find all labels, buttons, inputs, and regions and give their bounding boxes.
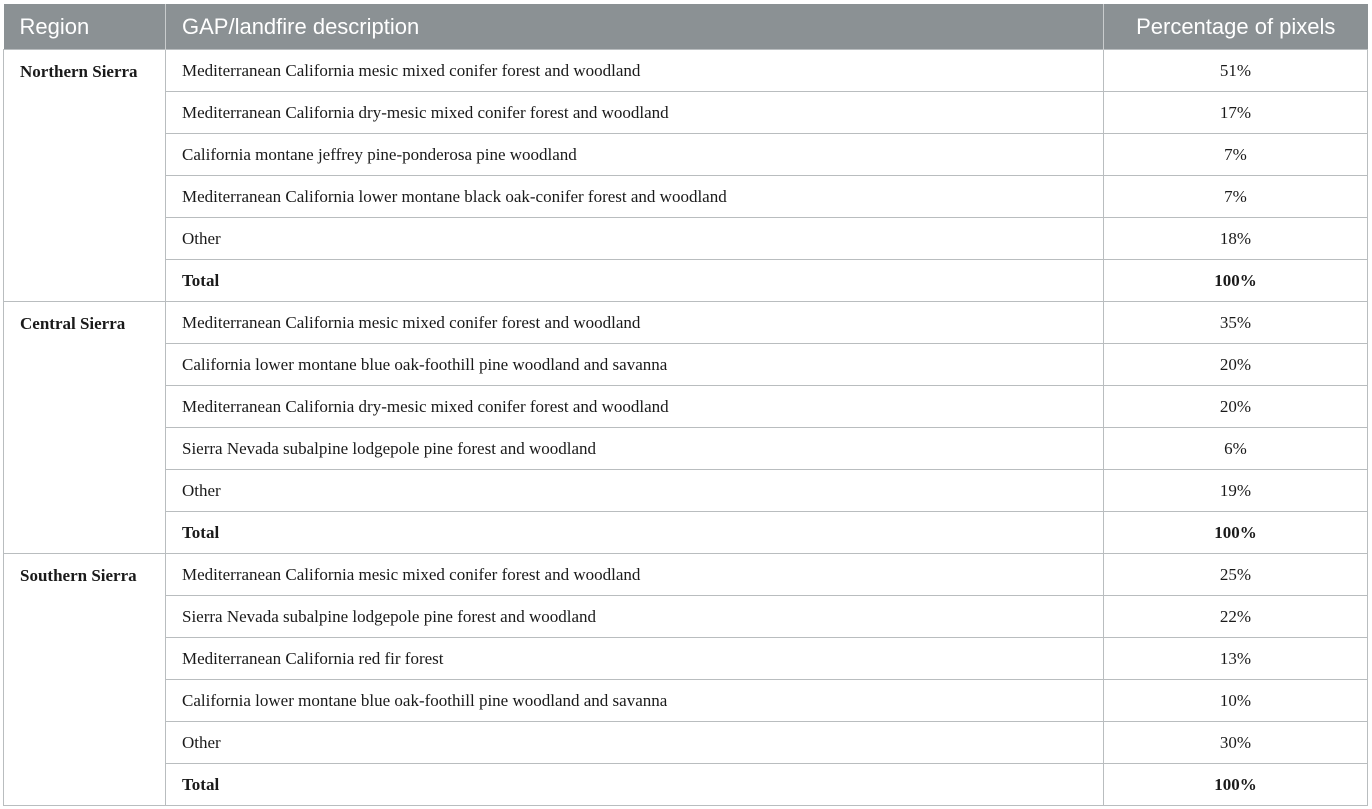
table-header	[4, 4, 1368, 50]
table-row	[4, 134, 1368, 176]
percentage-cell: 30%	[1104, 722, 1368, 764]
table-row	[4, 554, 1368, 596]
table-row	[4, 218, 1368, 260]
header-description: GAP/landfire description	[166, 4, 1104, 50]
table-row	[4, 344, 1368, 386]
description-cell: Mediterranean California lower montane black oak-conifer forest and woodland	[166, 176, 1104, 218]
description-cell: Total	[166, 764, 1104, 806]
total-row	[4, 512, 1368, 554]
header-row	[4, 4, 1368, 50]
description-cell: Mediterranean California mesic mixed conifer forest and woodland	[166, 554, 1104, 596]
vegetation-table	[3, 4, 1368, 806]
total-row	[4, 764, 1368, 806]
percentage-cell: 35%	[1104, 302, 1368, 344]
table-row	[4, 428, 1368, 470]
percentage-cell: 7%	[1104, 134, 1368, 176]
description-cell: Mediterranean California mesic mixed conifer forest and woodland	[166, 50, 1104, 92]
table-row	[4, 176, 1368, 218]
description-cell: Other	[166, 470, 1104, 512]
description-cell: Sierra Nevada subalpine lodgepole pine forest and woodland	[166, 596, 1104, 638]
description-cell: Mediterranean California dry-mesic mixed conifer forest and woodland	[166, 92, 1104, 134]
percentage-cell: 100%	[1104, 512, 1368, 554]
table-row	[4, 680, 1368, 722]
table-row	[4, 92, 1368, 134]
description-cell: Other	[166, 218, 1104, 260]
percentage-cell: 20%	[1104, 386, 1368, 428]
region-cell: Northern Sierra	[4, 50, 166, 302]
percentage-cell: 100%	[1104, 764, 1368, 806]
description-cell: California montane jeffrey pine-ponderosa pine woodland	[166, 134, 1104, 176]
percentage-cell: 13%	[1104, 638, 1368, 680]
description-cell: Total	[166, 512, 1104, 554]
percentage-cell: 25%	[1104, 554, 1368, 596]
percentage-cell: 22%	[1104, 596, 1368, 638]
percentage-cell: 51%	[1104, 50, 1368, 92]
percentage-cell: 100%	[1104, 260, 1368, 302]
percentage-cell: 19%	[1104, 470, 1368, 512]
table-row	[4, 470, 1368, 512]
region-cell: Central Sierra	[4, 302, 166, 554]
description-cell: Sierra Nevada subalpine lodgepole pine forest and woodland	[166, 428, 1104, 470]
table-row	[4, 386, 1368, 428]
table-row	[4, 638, 1368, 680]
percentage-cell: 6%	[1104, 428, 1368, 470]
description-cell: Other	[166, 722, 1104, 764]
total-row	[4, 260, 1368, 302]
table-body	[4, 50, 1368, 806]
percentage-cell: 18%	[1104, 218, 1368, 260]
description-cell: California lower montane blue oak-foothill pine woodland and savanna	[166, 344, 1104, 386]
description-cell: Total	[166, 260, 1104, 302]
description-cell: Mediterranean California dry-mesic mixed conifer forest and woodland	[166, 386, 1104, 428]
header-percentage: Percentage of pixels	[1104, 4, 1368, 50]
table-row	[4, 50, 1368, 92]
table-row	[4, 722, 1368, 764]
percentage-cell: 7%	[1104, 176, 1368, 218]
table-row	[4, 596, 1368, 638]
description-cell: Mediterranean California red fir forest	[166, 638, 1104, 680]
region-cell: Southern Sierra	[4, 554, 166, 806]
percentage-cell: 17%	[1104, 92, 1368, 134]
table-row	[4, 302, 1368, 344]
percentage-cell: 20%	[1104, 344, 1368, 386]
header-region: Region	[4, 4, 166, 50]
description-cell: Mediterranean California mesic mixed conifer forest and woodland	[166, 302, 1104, 344]
percentage-cell: 10%	[1104, 680, 1368, 722]
description-cell: California lower montane blue oak-foothill pine woodland and savanna	[166, 680, 1104, 722]
